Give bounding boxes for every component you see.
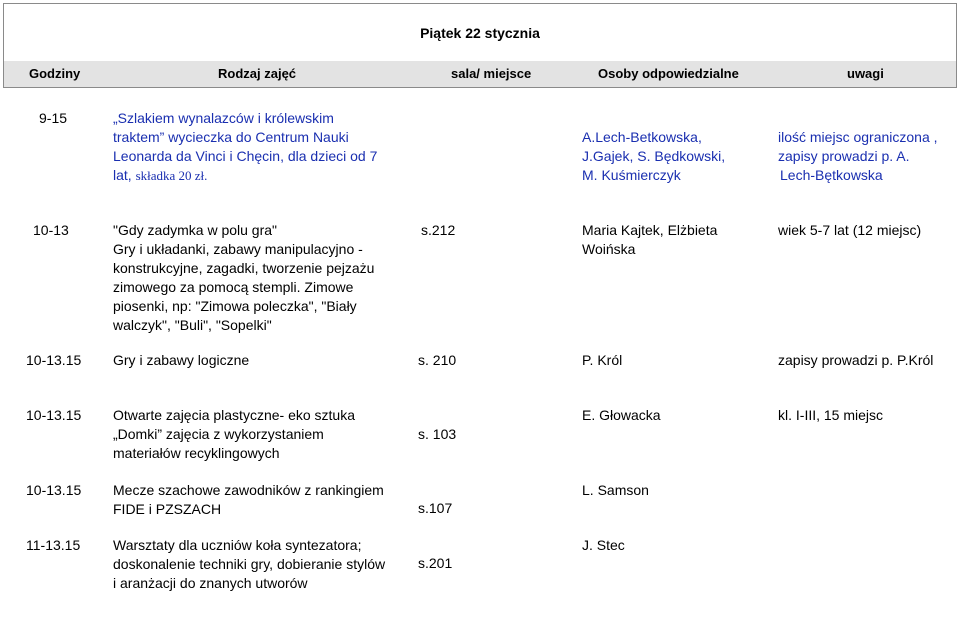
row6-activity (113, 536, 413, 593)
row1-time: 9-15 (39, 110, 68, 126)
row1-activity-fee: składka 20 zł. (135, 168, 208, 183)
row6-activity-line3: i aranżacji do znanych utworów (113, 575, 308, 591)
page-title: Piątek 22 stycznia (3, 3, 957, 62)
row1-activity-line2: traktem” wycieczka do Centrum Nauki (113, 129, 349, 145)
row2-activity-line2: Gry i układanki, zabawy manipulacyjno - (113, 241, 363, 257)
row1-persons (582, 128, 752, 185)
row1-note-1: ilość miejsc ograniczona , (778, 129, 938, 145)
row4-time: 10-13.15 (26, 407, 82, 423)
row2-activity-line3: konstrukcyjne, zagadki, tworzenie pejzażu (113, 260, 375, 276)
header-uwagi: uwagi (847, 66, 884, 81)
row2-room: s.212 (421, 222, 456, 238)
header-rodzaj: Rodzaj zajęć (218, 66, 297, 81)
row2-activity (113, 221, 413, 335)
row1-activity-line4: lat, (113, 167, 132, 183)
row2-activity-line5: piosenki, np: "Zimowa poleczka", "Biały (113, 298, 357, 314)
row2-activity-line1: "Gdy zadymka w polu gra" (113, 222, 278, 238)
row2-activity-line6: walczyk", "Buli", "Sopelki" (113, 317, 272, 333)
row5-activity-line1: Mecze szachowe zawodników z rankingiem (113, 482, 384, 498)
row2-notes: wiek 5-7 lat (12 miejsc) (778, 222, 922, 238)
row4-activity (113, 406, 413, 463)
header-sala: sala/ miejsce (451, 66, 532, 81)
row2-time: 10-13 (33, 222, 69, 238)
row3-notes: zapisy prowadzi p. P.Król (778, 352, 934, 368)
row4-room: s. 103 (418, 426, 457, 442)
row3-time: 10-13.15 (26, 352, 82, 368)
row3-persons: P. Król (582, 352, 623, 368)
row1-note-3: Lech-Bętkowska (780, 167, 883, 183)
row5-activity (113, 481, 413, 519)
row3-room: s. 210 (418, 352, 457, 368)
row5-persons: L. Samson (582, 482, 649, 498)
row1-person-1: A.Lech-Betkowska, (582, 129, 702, 145)
row4-activity-line2: „Domki” zajęcia z wykorzystaniem (113, 426, 324, 442)
row3-activity: Gry i zabawy logiczne (113, 352, 250, 368)
row1-activity-line3: Leonarda da Vinci i Chęcin, dla dzieci od 7 (113, 148, 378, 164)
row5-room: s.107 (418, 500, 453, 516)
row1-activity (113, 109, 413, 185)
row2-persons (582, 221, 752, 259)
row1-notes (778, 128, 953, 185)
row2-activity-line4: zimowego za pomocą stempli. Zimowe (113, 279, 354, 295)
row1-note-2: zapisy prowadzi p. A. (778, 148, 910, 164)
row6-activity-line2: doskonalenie techniki gry, dobieranie stylów (113, 556, 386, 572)
table-header (3, 61, 957, 88)
row5-time: 10-13.15 (26, 482, 82, 498)
row1-person-2: J.Gajek, S. Będkowski, (582, 148, 726, 164)
row4-activity-line3: materiałów recyklingowych (113, 445, 280, 461)
row6-persons: J. Stec (582, 537, 625, 553)
row1-person-3: M. Kuśmierczyk (582, 167, 681, 183)
row6-time: 11-13.15 (26, 537, 81, 553)
row1-activity-line1: „Szlakiem wynalazców i królewskim (113, 110, 334, 126)
row4-activity-line1: Otwarte zajęcia plastyczne- eko sztuka (113, 407, 355, 423)
row6-activity-line1: Warsztaty dla uczniów koła syntezatora; (113, 537, 362, 553)
row5-activity-line2: FIDE i PZSZACH (113, 501, 222, 517)
row6-room: s.201 (418, 555, 453, 571)
header-godziny: Godziny (29, 66, 81, 81)
row4-persons: E. Głowacka (582, 407, 661, 423)
header-osoby: Osoby odpowiedzialne (598, 66, 739, 81)
row2-person-2: Woińska (582, 241, 636, 257)
row4-notes: kl. I-III, 15 miejsc (778, 407, 884, 423)
row2-person-1: Maria Kajtek, Elżbieta (582, 222, 718, 238)
